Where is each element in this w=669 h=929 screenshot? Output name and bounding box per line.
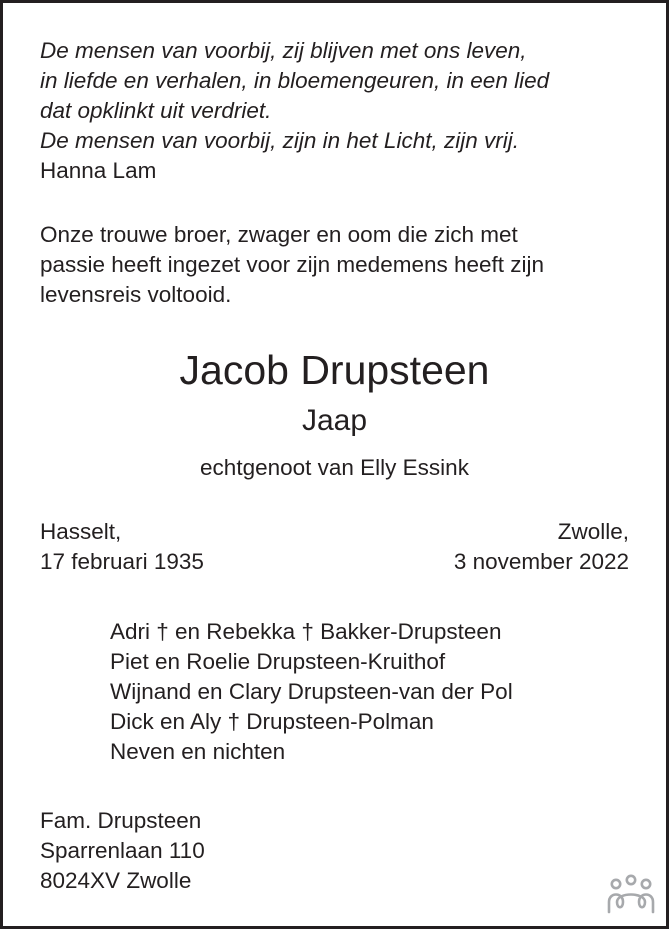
family-line: Adri † en Rebekka † Bakker-Drupsteen [110, 619, 502, 644]
death-place: Zwolle, [557, 519, 629, 544]
spouse-line: echtgenoot van Elly Essink [200, 455, 469, 480]
poem-line: De mensen van voorbij, zij blijven met ons leven, [40, 38, 527, 63]
family-line: Wijnand en Clary Drupsteen-van der Pol [110, 679, 513, 704]
address-name: Fam. Drupsteen [40, 808, 202, 833]
poem-line: dat opklinkt uit verdriet. [40, 98, 272, 123]
family-people-icon [606, 874, 656, 914]
address-street: Sparrenlaan 110 [40, 838, 205, 863]
death-date: 3 november 2022 [453, 549, 629, 574]
deceased-nickname: Jaap [301, 404, 368, 437]
deceased-name: Jacob Drupsteen [179, 347, 490, 393]
birth-date: 17 februari 1935 [40, 549, 204, 574]
family-line: Dick en Aly † Drupsteen-Polman [110, 709, 434, 734]
poem-author: Hanna Lam [40, 158, 157, 183]
intro-line: levensreis voltooid. [40, 282, 232, 307]
poem-line: in liefde en verhalen, in bloemengeuren, in een lied [40, 68, 550, 93]
poem-line: De mensen van voorbij, zijn in het Licht, zijn vrij. [40, 128, 519, 153]
family-line: Piet en Roelie Drupsteen-Kruithof [110, 649, 446, 674]
family-line: Neven en nichten [110, 739, 286, 764]
intro-line: passie heeft ingezet voor zijn medemens heeft zijn [40, 252, 545, 277]
birth-place: Hasselt, [40, 519, 122, 544]
address-city: 8024XV Zwolle [40, 868, 192, 893]
intro-line: Onze trouwe broer, zwager en oom die zich met [40, 222, 518, 247]
